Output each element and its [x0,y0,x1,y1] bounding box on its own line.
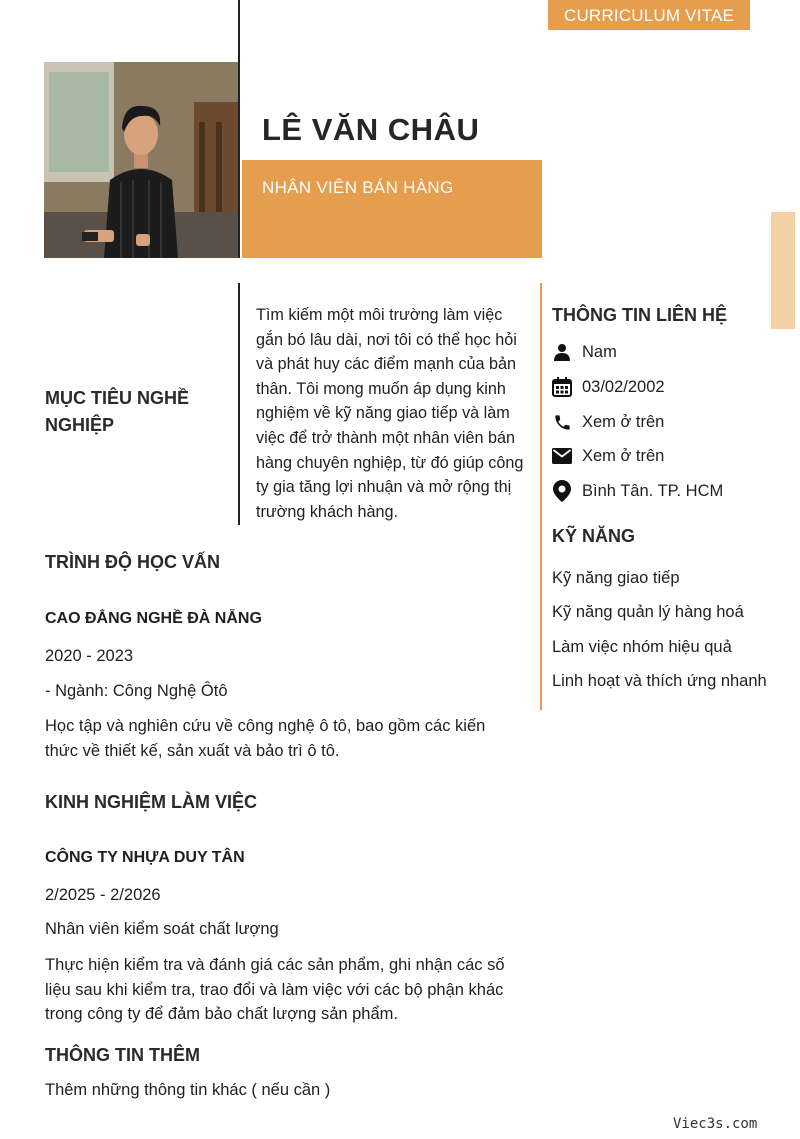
skills-heading: KỸ NĂNG [552,526,636,546]
contact-address-value: Bình Tân. TP. HCM [582,481,724,500]
cv-label-tab [548,0,750,30]
contact-address [552,479,723,503]
experience-description: Thực hiện kiểm tra và đánh giá các sản phẩm, ghi nhận các số liệu sau khi kiểm tra, trao đổi và làm việc với các bộ phận khác trong công ty để đảm bảo chất lượng sản phẩm. [45,956,505,1024]
contact-email [552,444,664,468]
contact-birthday-value: 03/02/2002 [582,377,665,396]
skill-item: Làm việc nhóm hiệu quả [552,638,732,656]
skill-item: Linh hoạt và thích ứng nhanh [552,672,767,690]
profile-photo-image [44,62,238,258]
objective-heading: MỤC TIÊU NGHỀ NGHIỆP [45,388,189,435]
additional-heading: THÔNG TIN THÊM [45,1045,200,1065]
skill-item: Kỹ năng quản lý hàng hoá [552,603,744,621]
additional-text: Thêm những thông tin khác ( nếu cần ) [45,1081,331,1099]
profile-photo [44,62,238,258]
contact-gender [552,340,617,364]
objective-text: Tìm kiếm một môi trường làm việc gắn bó lâu dài, nơi tôi có thể học hỏi và phát huy các điểm mạnh của bản thân. Tôi mong muốn áp dụng kinh nghiệm về kỹ năng giao tiếp và làm việc để trở thành một nhân viên bán hàng chuyên nghiệp, từ đó giúp công ty gia tăng lợi nhuận và mở rộng thị trường khách hàng. [256,306,524,521]
header-divider-line [238,0,240,258]
experience-heading: KINH NGHIỆM LÀM VIỆC [45,792,258,812]
contact-phone [552,410,664,434]
education-major: - Ngành: Công Nghệ Ôtô [45,682,228,700]
calendar-icon [552,377,572,397]
experience-company: CÔNG TY NHỰA DUY TÂN [45,849,245,866]
job-title-box [242,160,542,258]
education-school: CAO ĐẲNG NGHỀ ĐÀ NẴNG [45,610,262,627]
phone-icon [552,412,572,432]
job-title: NHÂN VIÊN BÁN HÀNG [262,178,454,197]
objective-divider-line [238,283,240,525]
person-icon [552,342,572,362]
contact-gender-value: Nam [582,342,617,361]
contact-email-value: Xem ở trên [582,446,665,465]
education-period: 2020 - 2023 [45,647,134,665]
experience-period: 2/2025 - 2/2026 [45,886,161,904]
education-heading: TRÌNH ĐỘ HỌC VẤN [45,552,220,572]
contact-phone-value: Xem ở trên [582,412,665,431]
watermark: Viec3s.com [673,1116,758,1132]
cv-label: CURRICULUM VITAE [563,6,735,25]
candidate-name: LÊ VĂN CHÂU [262,112,480,147]
experience-position: Nhân viên kiểm soát chất lượng [45,920,279,938]
location-pin-icon [552,481,572,501]
skill-item: Kỹ năng giao tiếp [552,569,680,587]
contact-heading: THÔNG TIN LIÊN HỆ [552,305,727,325]
education-description: Học tập và nghiên cứu về công nghệ ô tô, bao gồm các kiến thức về thiết kế, sản xuất và bảo trì ô tô. [45,717,486,760]
envelope-icon [552,446,572,466]
contact-birthday [552,375,665,399]
right-column-divider [540,283,542,710]
side-accent-tab [771,212,795,329]
